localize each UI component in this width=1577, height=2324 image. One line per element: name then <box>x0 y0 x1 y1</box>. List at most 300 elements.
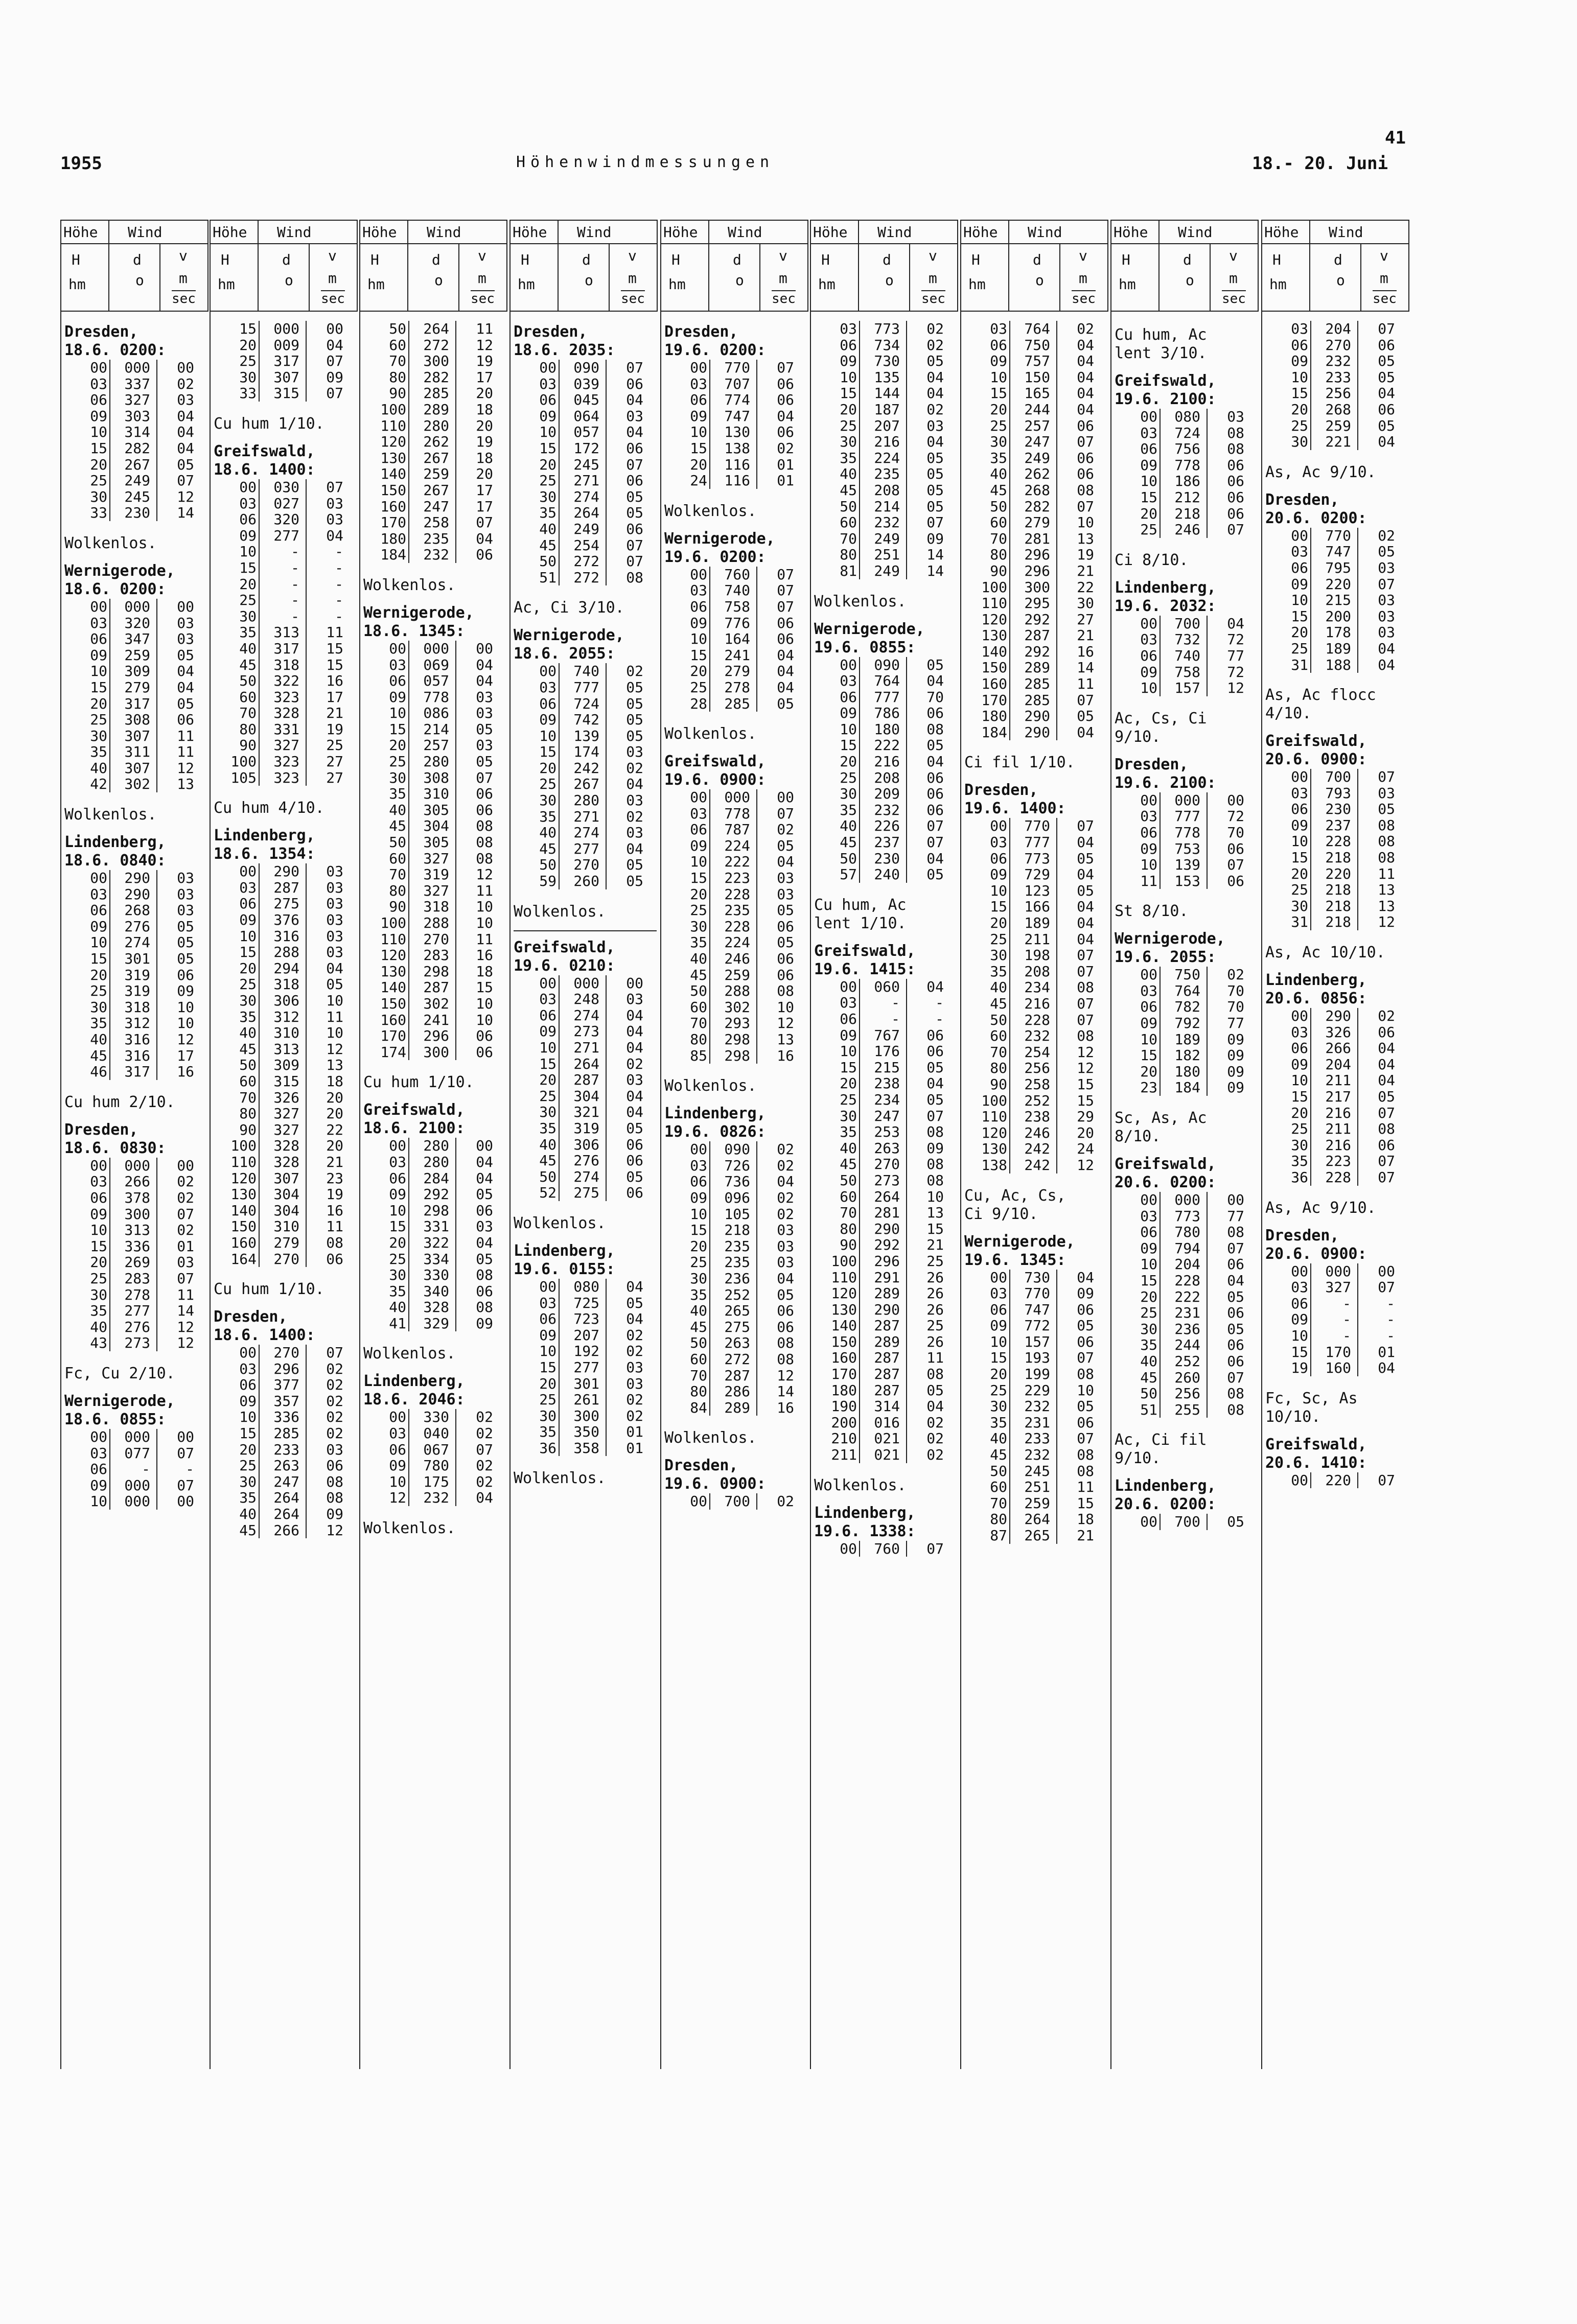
height-cell: 06 <box>90 1189 107 1206</box>
speed-cell: 02 <box>906 1415 944 1431</box>
table-row <box>1265 418 1410 434</box>
table-row <box>64 505 210 521</box>
speed-cell: 06 <box>455 547 493 563</box>
table-row <box>214 544 359 560</box>
height-cell: 10 <box>90 934 107 951</box>
direction-cell: 270 <box>859 1156 900 1172</box>
height-cell: 130 <box>981 1140 1007 1158</box>
height-cell: 60 <box>990 514 1007 531</box>
station-heading <box>514 938 659 975</box>
direction-cell: 776 <box>709 615 750 631</box>
table-row <box>363 499 508 515</box>
table-row <box>664 1254 809 1271</box>
cloud-note <box>214 415 359 433</box>
note-line: Ac, Cs, Ci <box>1115 709 1207 727</box>
direction-cell: 313 <box>259 624 299 641</box>
cloud-note <box>1265 463 1410 482</box>
height-cell: 15 <box>1140 1047 1157 1064</box>
table-row <box>363 786 508 802</box>
speed-cell: 11 <box>455 883 493 899</box>
direction-cell: 742 <box>559 712 599 728</box>
height-cell: 120 <box>981 1124 1007 1141</box>
speed-cell: 11 <box>455 931 493 948</box>
height-cell: 15 <box>539 1055 556 1072</box>
speed-cell: 05 <box>455 721 493 738</box>
table-row <box>214 528 359 544</box>
direction-cell: 740 <box>1159 648 1200 664</box>
direction-cell: 242 <box>1009 1141 1050 1157</box>
data-column <box>1261 220 1409 2069</box>
table-row <box>1115 857 1260 873</box>
speed-cell: 05 <box>756 902 794 919</box>
height-cell: 50 <box>990 498 1007 515</box>
table-row <box>814 866 959 883</box>
speed-cell: 05 <box>1056 708 1094 724</box>
speed-cell: 04 <box>1056 915 1094 931</box>
table-row <box>664 1206 809 1223</box>
height-cell: 20 <box>1291 401 1308 418</box>
height-cell: 100 <box>230 1137 257 1155</box>
header-divider <box>1360 244 1361 312</box>
direction-cell: 258 <box>1009 1076 1050 1093</box>
height-cell: 15 <box>990 385 1007 402</box>
direction-cell: 328 <box>259 705 299 721</box>
direction-cell: 267 <box>408 482 449 499</box>
speed-cell: 16 <box>306 673 343 689</box>
header-hoehe: Höhe <box>513 224 547 241</box>
height-cell: 10 <box>239 1409 257 1426</box>
table-row <box>214 1361 359 1377</box>
height-cell: 110 <box>380 417 406 434</box>
station-line: Dresden, <box>1265 1226 1339 1245</box>
speed-cell: 08 <box>306 1490 343 1506</box>
header-d: d <box>582 251 591 268</box>
height-cell: 15 <box>90 1237 107 1255</box>
speed-cell: 08 <box>906 1124 944 1140</box>
speed-cell: 07 <box>1056 1350 1094 1366</box>
speed-cell: 06 <box>1207 457 1244 474</box>
speed-cell: 26 <box>906 1302 944 1318</box>
direction-cell: 282 <box>109 440 150 457</box>
table-row <box>1115 1370 1260 1386</box>
direction-cell: 208 <box>859 482 900 499</box>
height-cell: 00 <box>990 817 1007 835</box>
direction-cell: 313 <box>259 1041 299 1058</box>
table-row <box>814 1285 959 1302</box>
header-divider <box>1008 221 1009 312</box>
direction-cell: 357 <box>259 1393 299 1410</box>
speed-cell: 01 <box>156 1238 194 1255</box>
table-row <box>514 1088 659 1105</box>
speed-cell: 17 <box>455 499 493 515</box>
direction-cell: 777 <box>559 679 599 696</box>
direction-cell: 320 <box>259 511 299 528</box>
height-cell: 03 <box>90 1444 107 1462</box>
table-row <box>514 489 659 505</box>
speed-cell: 04 <box>1056 724 1094 741</box>
height-cell: 15 <box>840 385 857 402</box>
height-cell: 164 <box>230 1250 257 1267</box>
table-row <box>664 919 809 935</box>
height-cell: 40 <box>990 979 1007 996</box>
table-row <box>514 1120 659 1137</box>
note-line: lent 1/10. <box>814 914 907 932</box>
direction-cell: 300 <box>408 1044 449 1061</box>
direction-cell: 287 <box>1009 627 1050 644</box>
height-cell: 06 <box>1291 1040 1308 1057</box>
height-cell: 20 <box>1291 865 1308 882</box>
direction-cell: 347 <box>109 631 150 647</box>
row-gap <box>1115 1096 1260 1104</box>
height-cell: 09 <box>389 1457 406 1474</box>
height-cell: 80 <box>990 546 1007 564</box>
direction-cell: 298 <box>709 1031 750 1048</box>
height-cell: 06 <box>840 336 857 354</box>
table-row <box>964 1157 1109 1173</box>
cloud-note <box>64 1365 210 1383</box>
table-row <box>814 721 959 738</box>
speed-cell: 15 <box>1056 1076 1094 1093</box>
column-entries <box>214 321 359 1546</box>
table-row <box>64 1206 210 1223</box>
direction-cell: 216 <box>859 754 900 770</box>
height-cell: 70 <box>990 1043 1007 1061</box>
note-line: Ac, Ci fil <box>1115 1431 1207 1449</box>
speed-cell: 05 <box>906 657 944 673</box>
cloud-note <box>64 806 210 824</box>
header-divider <box>558 221 559 312</box>
speed-cell: 04 <box>156 408 194 425</box>
table-row <box>664 1015 809 1031</box>
speed-cell: 02 <box>1357 528 1395 544</box>
table-row <box>363 321 508 337</box>
height-cell: 25 <box>1291 881 1308 899</box>
speed-cell: 04 <box>1056 866 1094 883</box>
table-row <box>363 964 508 980</box>
direction-cell: 292 <box>408 1186 449 1203</box>
speed-cell: 06 <box>606 521 643 537</box>
table-row <box>964 1447 1109 1463</box>
speed-cell: 03 <box>306 896 343 912</box>
speed-cell: 09 <box>1207 1079 1244 1096</box>
speed-cell: 25 <box>906 1318 944 1334</box>
speed-cell: 05 <box>1357 353 1395 369</box>
direction-cell: 289 <box>1009 660 1050 676</box>
direction-cell: 305 <box>408 834 449 851</box>
height-cell: 110 <box>981 595 1007 612</box>
direction-cell: 773 <box>1009 851 1050 867</box>
speed-cell: 06 <box>606 1185 643 1201</box>
speed-cell: 04 <box>1357 1072 1395 1089</box>
table-row <box>814 979 959 995</box>
direction-cell: 232 <box>859 802 900 818</box>
speed-cell: 09 <box>156 983 194 999</box>
speed-cell: 03 <box>455 1218 493 1235</box>
height-cell: 06 <box>840 688 857 706</box>
height-cell: 25 <box>239 976 257 993</box>
speed-cell: 06 <box>906 802 944 818</box>
height-cell: 20 <box>690 456 707 473</box>
speed-cell: 07 <box>1357 576 1395 593</box>
height-cell: 140 <box>981 643 1007 660</box>
direction-cell: 232 <box>859 514 900 531</box>
speed-cell: 07 <box>1056 1012 1094 1028</box>
speed-cell: 20 <box>455 418 493 434</box>
speed-cell: 09 <box>306 369 343 386</box>
height-cell: 40 <box>239 640 257 657</box>
station-line: Lindenberg, <box>214 827 315 845</box>
note-line: Cu hum 4/10. <box>214 799 324 817</box>
station-line: Dresden, <box>514 323 588 341</box>
table-row <box>964 883 1109 899</box>
table-row <box>214 1490 359 1506</box>
height-cell: 03 <box>690 582 707 599</box>
direction-cell: 030 <box>259 479 299 496</box>
table-row <box>1265 1040 1410 1057</box>
cloud-note <box>814 593 959 611</box>
station-line: 19.6. 0210: <box>514 956 615 975</box>
table-row <box>964 1302 1109 1318</box>
height-cell: 11 <box>1140 872 1157 889</box>
direction-cell: 244 <box>1009 402 1050 418</box>
height-cell: 25 <box>690 902 707 919</box>
direction-cell: 290 <box>259 863 299 880</box>
height-cell: 20 <box>1140 1288 1157 1305</box>
height-cell: 50 <box>990 1011 1007 1028</box>
speed-cell: 00 <box>455 1138 493 1154</box>
table-row <box>363 657 508 673</box>
height-cell: 84 <box>690 1399 707 1416</box>
table-row <box>964 834 1109 851</box>
table-row <box>214 1522 359 1539</box>
table-row <box>964 499 1109 515</box>
note-line: Wolkenlos. <box>814 592 907 611</box>
column-entries <box>964 321 1109 1552</box>
direction-cell: 777 <box>1159 808 1200 825</box>
height-cell: 35 <box>90 1302 107 1320</box>
speed-cell: 05 <box>1207 1289 1244 1305</box>
height-cell: 30 <box>389 769 406 786</box>
height-cell: 20 <box>990 401 1007 418</box>
table-row <box>1265 434 1410 450</box>
speed-cell: 03 <box>606 1359 643 1376</box>
cloud-note <box>1115 326 1260 363</box>
speed-cell: 03 <box>306 511 343 528</box>
column-entries <box>1265 321 1410 1496</box>
height-cell: 06 <box>1140 824 1157 841</box>
table-row <box>814 337 959 354</box>
table-row <box>514 1185 659 1201</box>
speed-cell: 15 <box>1056 1495 1094 1512</box>
direction-cell: 228 <box>1310 833 1351 850</box>
speed-cell: 22 <box>1056 579 1094 596</box>
direction-cell: 216 <box>1310 1105 1351 1121</box>
speed-cell: 06 <box>756 1319 794 1335</box>
direction-cell: 248 <box>559 991 599 1007</box>
height-cell: 00 <box>1291 1471 1308 1489</box>
height-cell: 20 <box>90 966 107 983</box>
direction-cell: 271 <box>559 473 599 489</box>
speed-cell: 04 <box>455 1154 493 1170</box>
height-cell: 10 <box>690 1205 707 1223</box>
speed-cell: 13 <box>1056 531 1094 547</box>
direction-cell: 280 <box>408 1154 449 1170</box>
height-cell: 06 <box>690 1173 707 1190</box>
speed-cell: 05 <box>156 934 194 951</box>
direction-cell: 247 <box>1009 434 1050 450</box>
direction-cell: 279 <box>709 663 750 679</box>
table-row <box>814 466 959 482</box>
table-row <box>1265 850 1410 866</box>
speed-cell: 08 <box>906 1156 944 1172</box>
speed-cell: 02 <box>306 1377 343 1393</box>
direction-cell: - <box>259 560 299 576</box>
column-entries <box>814 321 959 1565</box>
table-row <box>1265 1360 1410 1376</box>
station-line: Wernigerode, <box>64 561 175 580</box>
direction-cell: 263 <box>709 1335 750 1351</box>
table-row <box>363 1170 508 1187</box>
table-row <box>1265 1311 1410 1328</box>
direction-cell: 302 <box>709 999 750 1016</box>
direction-cell: 723 <box>559 1311 599 1327</box>
height-cell: 35 <box>539 504 556 522</box>
height-cell: 45 <box>990 995 1007 1012</box>
table-row <box>1115 1031 1260 1048</box>
direction-cell: 000 <box>408 641 449 657</box>
header-degree: o <box>434 272 443 289</box>
speed-cell: 04 <box>756 663 794 679</box>
table-row <box>664 999 809 1016</box>
height-cell: 25 <box>1291 417 1308 434</box>
direction-cell: 257 <box>408 737 449 754</box>
height-cell: 15 <box>239 1425 257 1442</box>
station-line: 19.6. 0155: <box>514 1260 615 1278</box>
speed-cell: 20 <box>306 1090 343 1106</box>
table-row <box>1115 1192 1260 1208</box>
speed-cell: 16 <box>1056 644 1094 660</box>
height-cell: 15 <box>90 678 107 696</box>
speed-cell: 06 <box>756 376 794 392</box>
header-h: H <box>521 251 529 268</box>
speed-cell: 04 <box>1357 641 1395 657</box>
height-cell: 06 <box>690 391 707 409</box>
header-divider <box>609 244 610 312</box>
speed-cell: 07 <box>156 1477 194 1494</box>
direction-cell: 246 <box>1159 522 1200 538</box>
station-line: 19.6. 2055: <box>1115 948 1216 967</box>
header-degree: o <box>885 272 894 289</box>
table-row <box>64 457 210 473</box>
direction-cell: 247 <box>259 1474 299 1490</box>
table-row <box>363 402 508 418</box>
height-cell: 80 <box>990 1511 1007 1528</box>
table-row <box>363 1203 508 1219</box>
direction-cell: 160 <box>1310 1360 1351 1376</box>
height-cell: 06 <box>389 1441 406 1458</box>
height-cell: 35 <box>90 1015 107 1032</box>
direction-cell: 310 <box>408 786 449 802</box>
cloud-note <box>363 1073 508 1092</box>
direction-cell: 287 <box>559 1072 599 1088</box>
table-row <box>514 1327 659 1344</box>
table-row <box>964 1285 1109 1302</box>
direction-cell: 313 <box>109 1222 150 1238</box>
table-row <box>214 1025 359 1041</box>
cloud-note <box>1265 1390 1410 1426</box>
speed-cell: 02 <box>156 1173 194 1190</box>
height-cell: 10 <box>690 853 707 871</box>
speed-cell: 10 <box>306 1025 343 1041</box>
speed-cell: 09 <box>906 1140 944 1157</box>
height-cell: 00 <box>1140 791 1157 809</box>
speed-cell: 20 <box>1056 1125 1094 1141</box>
station-line: Lindenberg, <box>664 1105 766 1123</box>
speed-cell: 03 <box>455 689 493 706</box>
direction-cell: 230 <box>109 505 150 521</box>
table-row <box>964 996 1109 1012</box>
table-row <box>214 1345 359 1361</box>
height-cell: 170 <box>380 1027 406 1045</box>
height-cell: 25 <box>90 1270 107 1287</box>
direction-cell: 321 <box>559 1104 599 1120</box>
height-cell: 31 <box>1291 656 1308 673</box>
height-cell: 10 <box>539 424 556 441</box>
height-cell: 20 <box>539 456 556 473</box>
speed-cell: 19 <box>1056 547 1094 563</box>
station-heading <box>1115 1477 1260 1514</box>
speed-cell: 12 <box>756 1015 794 1031</box>
height-cell: 20 <box>690 885 707 903</box>
speed-cell: 04 <box>1056 931 1094 948</box>
speed-cell: 04 <box>606 841 643 857</box>
speed-cell: 04 <box>606 1007 643 1024</box>
header-divider <box>108 221 109 312</box>
table-row <box>214 1458 359 1474</box>
height-cell: 15 <box>690 646 707 664</box>
direction-cell: 296 <box>1009 563 1050 579</box>
row-gap <box>64 792 210 801</box>
table-row <box>964 1270 1109 1286</box>
table-row <box>1265 402 1410 418</box>
direction-cell: 105 <box>709 1206 750 1223</box>
direction-cell: 238 <box>859 1075 900 1092</box>
speed-cell: 20 <box>455 385 493 402</box>
speed-cell: 21 <box>1056 1528 1094 1544</box>
cloud-note <box>1115 902 1260 921</box>
direction-cell: 228 <box>1310 1169 1351 1186</box>
speed-cell: 06 <box>756 631 794 647</box>
speed-cell: 10 <box>1056 514 1094 531</box>
direction-cell: 307 <box>259 1170 299 1187</box>
direction-cell: 309 <box>109 663 150 679</box>
table-row <box>514 1007 659 1024</box>
height-cell: 03 <box>239 879 257 896</box>
speed-cell: 05 <box>1357 418 1395 434</box>
speed-cell: 09 <box>1207 1047 1244 1064</box>
table-row <box>363 466 508 482</box>
direction-cell: 316 <box>109 1048 150 1064</box>
speed-cell: - <box>306 560 343 576</box>
height-cell: 42 <box>90 776 107 793</box>
station-heading <box>64 833 210 870</box>
table-row <box>514 1440 659 1457</box>
speed-cell: 04 <box>1207 616 1244 632</box>
direction-cell: - <box>1310 1328 1351 1344</box>
note-line: Ac, Ci 3/10. <box>514 599 624 617</box>
height-cell: 45 <box>239 1521 257 1539</box>
speed-cell: 06 <box>1207 1256 1244 1273</box>
